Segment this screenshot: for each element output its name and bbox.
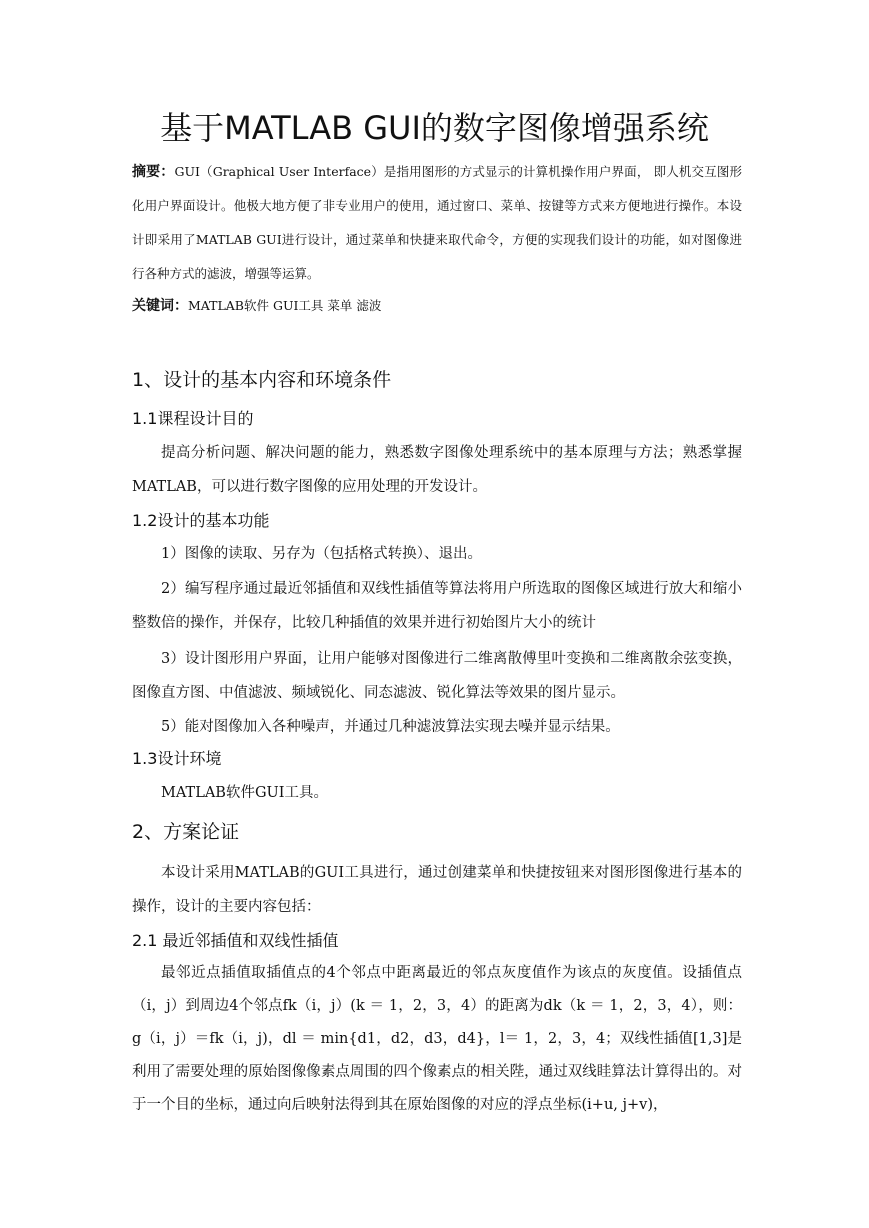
section-1-3-text: MATLAB软件GUI工具。 — [161, 785, 328, 801]
section-2-text: 本设计采用MATLAB的GUI工具进行，通过创建菜单和快捷按钮来对图形图像进行基本的操作，设计的主要内容包括： — [132, 865, 742, 915]
section-2-1-heading: 2.1 最近邻插值和双线性插值 — [132, 931, 339, 950]
abstract-label: 摘要： — [132, 164, 175, 180]
keywords — [132, 294, 742, 318]
list-item: 2）编写程序通过最近邻插值和双线性插值等算法将用户所选取的图像区域进行放大和缩小整数倍的操作，并保存，比较几种插值的效果并进行初始图片大小的统计 — [132, 581, 742, 631]
list-item: 1）图像的读取、另存为（包括格式转换）、退出。 — [161, 546, 482, 562]
section-1-heading: 1、设计的基本内容和环境条件 — [132, 369, 392, 391]
document-title: 基于MATLAB GUI的数字图像增强系统 — [160, 109, 709, 147]
abstract — [132, 155, 742, 291]
list-item: 5）能对图像加入各种噪声，并通过几种滤波算法实现去噪并显示结果。 — [161, 719, 620, 735]
section-2-heading: 2、方案论证 — [132, 821, 240, 843]
section-1-2-heading: 1.2设计的基本功能 — [132, 511, 270, 530]
keywords-label: 关键词： — [132, 298, 188, 314]
section-1-3-heading: 1.3设计环境 — [132, 749, 222, 768]
section-1-1-text: 提高分析问题、解决问题的能力，熟悉数字图像处理系统中的基本原理与方法；熟悉掌握MATLAB，可以进行数字图像的应用处理的开发设计。 — [132, 445, 742, 495]
keywords-text: MATLAB软件 GUI工具 菜单 滤波 — [188, 298, 382, 313]
section-2-1-text: 最邻近点插值取插值点的4个邻点中距离最近的邻点灰度值作为该点的灰度值。设插值点（i，j）到周边4个邻点fk（i，j）(k ＝ 1，2，3，4）的距离为dk（k ＝ 1，2，3，4），则：g（i，j）＝fk（i，j)，dl ＝ min{d1，d2，d3，d4}，l＝ 1，2，3，4；双线性插值[1,3]是利用了需要处理的原始图像像素点周围的四个像素点的相关陛，通过双线眭算法计算得出的。对于一个目的坐标，通过向后映射法得到其在原始图像的对应的浮点坐标(i+u, j+v)， — [132, 965, 742, 1113]
list-item: 3）设计图形用户界面，让用户能够对图像进行二维离散傅里叶变换和二维离散余弦变换，图像直方图、中值滤波、频域锐化、同态滤波、锐化算法等效果的图片显示。 — [132, 651, 742, 701]
abstract-text: GUI（Graphical User Interface）是指用图形的方式显示的计算机操作用户界面， 即人机交互图形化用户界面设计。他极大地方便了非专业用户的使用，通过窗口、菜单、按键等方式来方便地进行操作。本设计即采用了MATLAB GUI进行设计，通过菜单和快捷来取代命令，方便的实现我们设计的功能，如对图像进行各种方式的滤波，增强等运算。 — [132, 164, 742, 281]
section-1-1-heading: 1.1课程设计目的 — [132, 409, 254, 428]
